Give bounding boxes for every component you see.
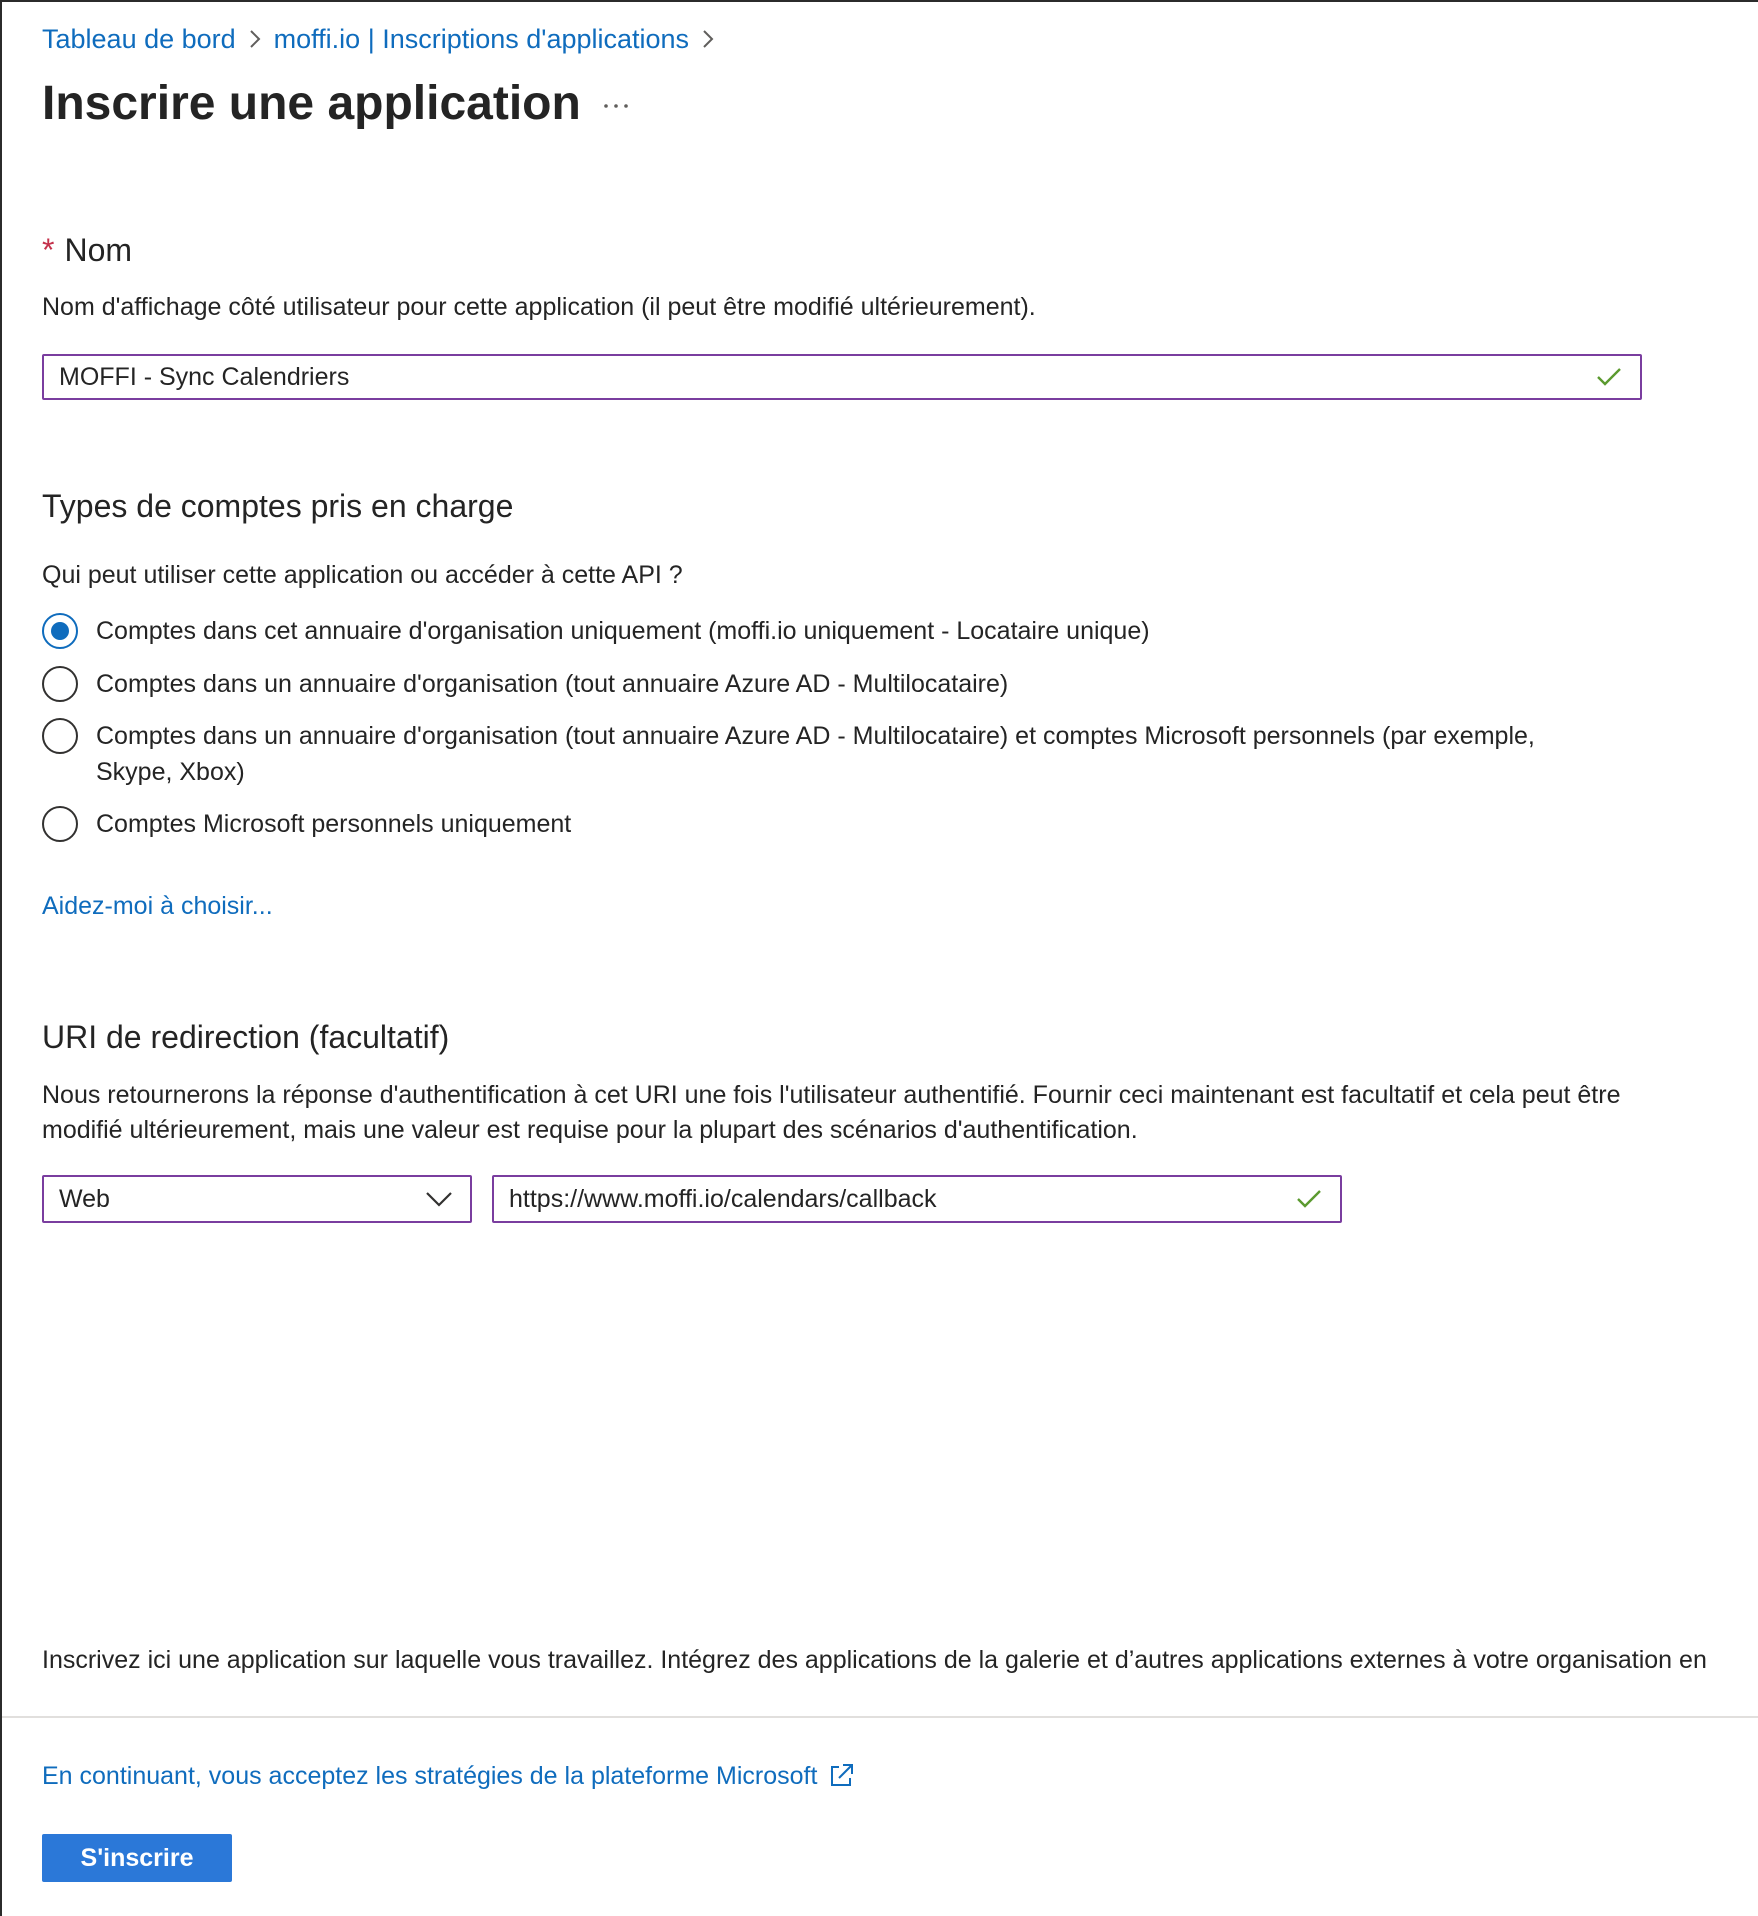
chevron-right-icon: [236, 20, 274, 58]
redirect-uri-input[interactable]: [492, 1175, 1342, 1223]
account-type-option-multitenant[interactable]: [42, 666, 1008, 702]
checkmark-icon: [1594, 362, 1624, 392]
footer-divider: [2, 1716, 1758, 1718]
register-info-text: Inscrivez ici une application sur laquelle vous travaillez. Intégrez des applications de la galerie et d’autres applications externes à votre organisation en: [42, 1646, 1707, 1674]
radio-dot: [51, 622, 69, 640]
name-input[interactable]: [42, 354, 1642, 400]
account-type-option-single-tenant[interactable]: [42, 613, 1150, 649]
window-left-border: [0, 0, 2, 1916]
name-heading: [42, 228, 132, 272]
name-input-value: MOFFI - Sync Calendriers: [59, 362, 350, 391]
radio-button[interactable]: [42, 666, 78, 702]
account-type-option-personal-only[interactable]: [42, 806, 571, 842]
redirect-uri-input-value: https://www.moffi.io/calendars/callback: [509, 1184, 937, 1213]
redirect-uri-description: Nous retournerons la réponse d'authentification à cet URI une fois l'utilisateur authentifié. Fournir ceci maintenant est facultatif et cela peut être modifié ultérieurement, mais une valeur est requise pour la plupart des scénarios d'authentification.: [42, 1081, 1621, 1144]
account-types-heading: Types de comptes pris en charge: [42, 488, 514, 524]
breadcrumb-dashboard-link[interactable]: Tableau de bord: [42, 24, 236, 54]
radio-label: Comptes dans cet annuaire d'organisation uniquement (moffi.io uniquement - Locataire unique): [96, 617, 1150, 645]
platform-select-value: Web: [59, 1184, 110, 1213]
help-me-choose-link[interactable]: Aidez-moi à choisir...: [42, 892, 273, 920]
register-button[interactable]: S'inscrire: [42, 1834, 232, 1882]
required-indicator: *: [42, 232, 55, 268]
name-description: Nom d'affichage côté utilisateur pour cette application (il peut être modifié ultérieurement).: [42, 293, 1036, 321]
chevron-down-icon: [424, 1184, 454, 1214]
platform-select[interactable]: [42, 1175, 472, 1223]
redirect-uri-heading: URI de redirection (facultatif): [42, 1019, 450, 1055]
breadcrumb-app-registrations-link[interactable]: moffi.io | Inscriptions d'applications: [273, 24, 690, 54]
radio-label: Comptes Microsoft personnels uniquement: [96, 810, 572, 838]
radio-label: Comptes dans un annuaire d'organisation (tout annuaire Azure AD - Multilocataire): [96, 670, 1009, 698]
more-options-button[interactable]: [596, 86, 636, 126]
chevron-right-icon: [689, 20, 727, 58]
breadcrumb: [42, 20, 727, 58]
checkmark-icon: [1294, 1184, 1324, 1214]
platform-policies-link-label: En continuant, vous acceptez les stratégies de la plateforme Microsoft: [42, 1762, 818, 1790]
name-heading-label: Nom: [64, 232, 133, 268]
window-top-border: [0, 0, 1758, 2]
page-title: Inscrire une application: [42, 77, 581, 130]
radio-button-checked[interactable]: [42, 613, 78, 649]
more-horizontal-icon: [603, 102, 629, 110]
external-link-icon: [827, 1761, 857, 1791]
radio-label: Comptes dans un annuaire d'organisation (tout annuaire Azure AD - Multilocataire) et comptes Microsoft personnels (par exemple, Skype, Xbox): [96, 722, 1535, 786]
platform-policies-link[interactable]: [42, 1758, 857, 1794]
account-types-question: Qui peut utiliser cette application ou accéder à cette API ?: [42, 561, 683, 589]
radio-button[interactable]: [42, 718, 78, 754]
account-type-option-multitenant-personal[interactable]: [42, 718, 1602, 790]
radio-button[interactable]: [42, 806, 78, 842]
